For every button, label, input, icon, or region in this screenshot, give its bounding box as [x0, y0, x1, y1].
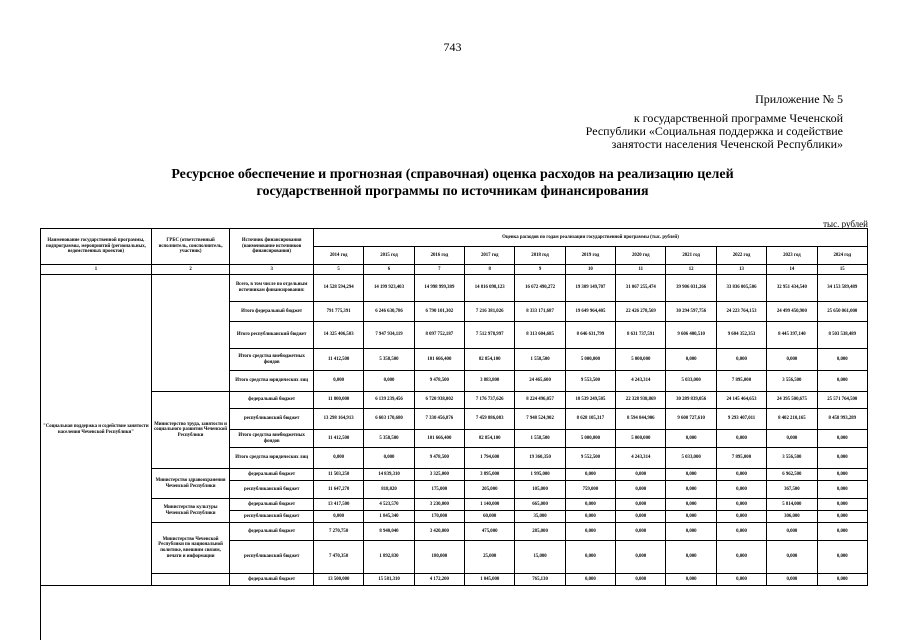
appendix-line-1: к государственной программе Чеченской — [633, 111, 843, 125]
value-cell: 0,000 — [817, 448, 867, 469]
value-cell: 1 995,000 — [515, 469, 565, 481]
header-year: 2014 год — [313, 247, 363, 265]
value-cell: 33 836 005,506 — [716, 275, 766, 302]
column-number: 15 — [817, 265, 867, 275]
value-cell: 3 420,000 — [414, 523, 464, 541]
appendix-line-3: занятости населения Чеченской Республики» — [611, 137, 843, 151]
value-cell: 39 906 031,266 — [666, 275, 716, 302]
value-cell: 0,000 — [716, 430, 766, 448]
value-cell: 0,000 — [817, 469, 867, 481]
value-cell: 0,000 — [716, 469, 766, 481]
value-cell: 31 067 255,474 — [616, 275, 666, 302]
source-cell: республиканский бюджет — [230, 511, 314, 523]
value-cell: 11 800,000 — [313, 392, 363, 409]
value-cell: 9 553,500 — [565, 371, 615, 392]
column-number: 10 — [565, 265, 615, 275]
source-cell: Итого средства внебюджетных фондов — [230, 430, 314, 448]
value-cell: 101 666,400 — [414, 430, 464, 448]
units-label: тыс. рублей — [823, 219, 868, 229]
value-cell: 11 412,500 — [313, 349, 363, 371]
value-cell: 0,000 — [716, 481, 766, 499]
value-cell: 9 600 727,610 — [666, 409, 716, 430]
value-cell: 0,000 — [565, 574, 615, 586]
value-cell: 7 216 381,026 — [465, 302, 515, 322]
value-cell: 0,000 — [565, 499, 615, 511]
value-cell: 0,000 — [616, 499, 666, 511]
source-cell: Всего, в том числе по отдельным источникам финансирования: — [230, 275, 314, 302]
value-cell: 0,000 — [666, 541, 716, 574]
appendix-title: Приложение № 5 — [755, 92, 843, 106]
value-cell: 0,000 — [313, 371, 363, 392]
value-cell: 14 199 923,403 — [364, 275, 414, 302]
source-cell: республиканский бюджет — [230, 481, 314, 499]
value-cell: 5 033,000 — [666, 448, 716, 469]
value-cell: 0,000 — [716, 574, 766, 586]
column-number: 7 — [414, 265, 464, 275]
header-year: 2021 год — [666, 247, 716, 265]
value-cell: 0,000 — [616, 574, 666, 586]
value-cell: 14 816 098,123 — [465, 275, 515, 302]
value-cell: 14 839,310 — [364, 469, 414, 481]
column-number: 1 — [41, 265, 152, 275]
value-cell: 8 333 171,687 — [515, 302, 565, 322]
source-cell: республиканский бюджет — [230, 409, 314, 430]
column-number: 5 — [313, 265, 363, 275]
value-cell: 0,000 — [767, 349, 817, 371]
value-cell: 0,000 — [767, 541, 817, 574]
source-cell: Итого федеральный бюджет — [230, 302, 314, 322]
value-cell: 15 581,310 — [364, 574, 414, 586]
value-cell: 1 794,600 — [465, 448, 515, 469]
source-cell: федеральный бюджет — [230, 469, 314, 481]
value-cell: 0,000 — [817, 481, 867, 499]
value-cell: 0,000 — [817, 499, 867, 511]
value-cell: 5 814,000 — [767, 499, 817, 511]
value-cell: 24 465,600 — [515, 371, 565, 392]
value-cell: 7 895,000 — [716, 448, 766, 469]
value-cell: 9 604 352,353 — [716, 322, 766, 349]
value-cell: 0,000 — [767, 430, 817, 448]
header-year: 2024 год — [817, 247, 867, 265]
document-heading — [0, 166, 905, 200]
table-row — [41, 499, 868, 511]
source-cell: федеральный бюджет — [230, 499, 314, 511]
value-cell: 0,000 — [364, 448, 414, 469]
value-cell: 24 395 500,675 — [767, 392, 817, 409]
value-cell: 0,000 — [817, 523, 867, 541]
table-row — [41, 275, 868, 302]
value-cell: 4 243,314 — [616, 448, 666, 469]
table-row — [41, 523, 868, 541]
appendix-block — [586, 93, 843, 151]
value-cell: 0,000 — [817, 371, 867, 392]
value-cell: 0,000 — [817, 541, 867, 574]
value-cell: 0,000 — [364, 371, 414, 392]
value-cell: 0,000 — [616, 541, 666, 574]
value-cell: 0,000 — [767, 574, 817, 586]
column-number: 8 — [465, 265, 515, 275]
value-cell: 22 426 278,569 — [616, 302, 666, 322]
value-cell: 7 176 737,626 — [465, 392, 515, 409]
header-row-1 — [41, 229, 868, 247]
header-program: Наименование государственной программы, подпрограммы, мероприятий (региональных, ведомственных проектов) — [41, 229, 152, 265]
value-cell: 30 294 597,756 — [666, 302, 716, 322]
value-cell: 0,000 — [565, 511, 615, 523]
value-cell: 5 033,000 — [666, 371, 716, 392]
value-cell: 3 230,000 — [414, 499, 464, 511]
source-cell: Итого средства юридических лиц — [230, 448, 314, 469]
value-cell: 7 512 978,997 — [465, 322, 515, 349]
header-year: 2018 год — [515, 247, 565, 265]
table-row — [41, 392, 868, 409]
column-number: 13 — [716, 265, 766, 275]
value-cell: 7 330 456,876 — [414, 409, 464, 430]
table-row — [41, 469, 868, 481]
value-cell: 3 556,500 — [767, 448, 817, 469]
value-cell: 306,000 — [767, 511, 817, 523]
value-cell: 6 246 630,786 — [364, 302, 414, 322]
value-cell: 1 045,000 — [465, 574, 515, 586]
value-cell: 8 402 210,165 — [767, 409, 817, 430]
value-cell: 170,000 — [414, 511, 464, 523]
value-cell: 4 243,314 — [616, 371, 666, 392]
value-cell: 5 000,000 — [565, 349, 615, 371]
header-grbs: ГРБС (ответственный исполнитель, соисполнитель, участник) — [151, 229, 230, 265]
value-cell: 10 539 249,505 — [565, 392, 615, 409]
value-cell: 1 558,500 — [515, 349, 565, 371]
value-cell: 0,000 — [817, 511, 867, 523]
value-cell: 665,000 — [515, 499, 565, 511]
value-cell: 5 000,000 — [565, 430, 615, 448]
grbs-cell: Министерство здравоохранения Чеченской Республики — [151, 469, 230, 499]
heading-line-1: Ресурсное обеспечение и прогнозная (справочная) оценка расходов на реализацию целей — [171, 167, 734, 182]
value-cell: 11 647,270 — [313, 481, 363, 499]
value-cell: 0,000 — [666, 481, 716, 499]
value-cell: 0,000 — [616, 511, 666, 523]
header-year: 2023 год — [767, 247, 817, 265]
header-year: 2022 год — [716, 247, 766, 265]
page-edge-line — [40, 586, 41, 640]
value-cell: 6 790 101,302 — [414, 302, 464, 322]
value-cell: 0,000 — [313, 448, 363, 469]
value-cell: 818,020 — [364, 481, 414, 499]
value-cell: 101 666,400 — [414, 349, 464, 371]
value-cell: 7 459 886,083 — [465, 409, 515, 430]
column-number: 14 — [767, 265, 817, 275]
heading-line-2: государственной программы по источникам финансирования — [256, 184, 649, 199]
value-cell: 0,000 — [666, 349, 716, 371]
value-cell: 15,000 — [515, 541, 565, 574]
value-cell: 9 606 400,510 — [666, 322, 716, 349]
value-cell: 19 360,350 — [515, 448, 565, 469]
header-year: 2016 год — [414, 247, 464, 265]
value-cell: 8 097 752,187 — [414, 322, 464, 349]
value-cell: 82 854,100 — [465, 349, 515, 371]
value-cell: 24 499 450,900 — [767, 302, 817, 322]
value-cell: 1 845,340 — [364, 511, 414, 523]
value-cell: 0,000 — [616, 469, 666, 481]
value-cell: 765,130 — [515, 574, 565, 586]
source-cell: Итого республиканский бюджет — [230, 322, 314, 349]
value-cell: 105,000 — [515, 481, 565, 499]
value-cell: 7 895,000 — [716, 371, 766, 392]
value-cell: 14 528 594,294 — [313, 275, 363, 302]
program-name-cell: "Социальная поддержка и содействие занятости населения Чеченской Республики" — [41, 275, 152, 586]
value-cell: 759,000 — [565, 481, 615, 499]
value-cell: 0,000 — [817, 349, 867, 371]
value-cell: 16 672 490,272 — [515, 275, 565, 302]
value-cell: 34 153 589,489 — [817, 275, 867, 302]
value-cell: 8 503 538,489 — [817, 322, 867, 349]
value-cell: 0,000 — [666, 469, 716, 481]
value-cell: 30 289 839,056 — [666, 392, 716, 409]
value-cell: 475,000 — [465, 523, 515, 541]
value-cell: 0,000 — [565, 469, 615, 481]
value-cell: 7 470,350 — [313, 541, 363, 574]
value-cell: 24 145 464,653 — [716, 392, 766, 409]
value-cell: 1 892,830 — [364, 541, 414, 574]
value-cell: 19 649 964,405 — [565, 302, 615, 322]
value-cell: 7 270,750 — [313, 523, 363, 541]
value-cell: 14 325 406,503 — [313, 322, 363, 349]
value-cell: 9 293 407,011 — [716, 409, 766, 430]
column-number: 3 — [230, 265, 314, 275]
column-number: 9 — [515, 265, 565, 275]
value-cell: 8 646 631,799 — [565, 322, 615, 349]
value-cell: 175,000 — [414, 481, 464, 499]
value-cell: 8 940,040 — [364, 523, 414, 541]
appendix-line-2: Республики «Социальная поддержка и содействие — [585, 124, 843, 138]
value-cell: 13 417,500 — [313, 499, 363, 511]
value-cell: 0,000 — [666, 574, 716, 586]
header-source: Источник финансирования (наименование источников финансирования) — [230, 229, 314, 265]
table-row — [41, 574, 868, 586]
value-cell: 0,000 — [716, 349, 766, 371]
value-cell: 0,000 — [716, 523, 766, 541]
value-cell: 11 412,500 — [313, 430, 363, 448]
grbs-cell-empty — [151, 574, 230, 586]
value-cell: 0,000 — [716, 499, 766, 511]
value-cell: 0,000 — [565, 523, 615, 541]
column-number: 2 — [151, 265, 230, 275]
value-cell: 0,000 — [817, 430, 867, 448]
value-cell: 7 947 934,119 — [364, 322, 414, 349]
value-cell: 0,000 — [616, 523, 666, 541]
column-number: 11 — [616, 265, 666, 275]
value-cell: 0,000 — [767, 523, 817, 541]
value-cell: 5 358,500 — [364, 430, 414, 448]
value-cell: 3 556,500 — [767, 371, 817, 392]
value-cell: 8 631 737,591 — [616, 322, 666, 349]
value-cell: 180,000 — [414, 541, 464, 574]
value-cell: 367,500 — [767, 481, 817, 499]
source-cell: федеральный бюджет — [230, 392, 314, 409]
header-estimate-group: Оценка расходов по годам реализации государственной программы (тыс. рублей) — [313, 229, 867, 247]
value-cell: 791 775,391 — [313, 302, 363, 322]
value-cell: 3 883,800 — [465, 371, 515, 392]
value-cell: 25 650 061,000 — [817, 302, 867, 322]
value-cell: 0,000 — [716, 541, 766, 574]
value-cell: 22 328 938,869 — [616, 392, 666, 409]
value-cell: 25,000 — [465, 541, 515, 574]
grbs-cell: Министерство Чеченской Республики по национальной политике, внешним связям, печати и информации — [151, 523, 230, 574]
value-cell: 9 552,500 — [565, 448, 615, 469]
value-cell: 9 478,500 — [414, 371, 464, 392]
value-cell: 25 571 764,500 — [817, 392, 867, 409]
value-cell: 8 458 993,289 — [817, 409, 867, 430]
value-cell: 8 445 397,140 — [767, 322, 817, 349]
value-cell: 3 895,000 — [465, 469, 515, 481]
source-cell: федеральный бюджет — [230, 523, 314, 541]
grbs-cell: Министерство культуры Чеченской Республики — [151, 499, 230, 523]
value-cell: 32 951 434,540 — [767, 275, 817, 302]
column-number: 6 — [364, 265, 414, 275]
column-number: 12 — [666, 265, 716, 275]
header-year: 2020 год — [616, 247, 666, 265]
value-cell: 13 298 164,913 — [313, 409, 363, 430]
value-cell: 24 223 764,153 — [716, 302, 766, 322]
value-cell: 60,000 — [465, 511, 515, 523]
page-number: 743 — [443, 40, 462, 54]
value-cell: 7 948 524,902 — [515, 409, 565, 430]
value-cell: 8 628 105,317 — [565, 409, 615, 430]
value-cell: 5 000,000 — [616, 349, 666, 371]
value-cell: 6 962,500 — [767, 469, 817, 481]
value-cell: 19 309 149,707 — [565, 275, 615, 302]
value-cell: 82 854,100 — [465, 430, 515, 448]
value-cell: 13 500,000 — [313, 574, 363, 586]
header-year: 2019 год — [565, 247, 615, 265]
source-cell: Итого средства внебюджетных фондов — [230, 349, 314, 371]
value-cell: 8 594 844,906 — [616, 409, 666, 430]
value-cell: 0,000 — [616, 481, 666, 499]
grbs-cell-empty — [151, 275, 230, 392]
value-cell: 6 720 938,002 — [414, 392, 464, 409]
value-cell: 3 325,000 — [414, 469, 464, 481]
value-cell: 6 603 170,680 — [364, 409, 414, 430]
value-cell: 6 139 239,456 — [364, 392, 414, 409]
value-cell: 1 140,000 — [465, 499, 515, 511]
value-cell: 5 000,000 — [616, 430, 666, 448]
value-cell: 0,000 — [666, 430, 716, 448]
value-cell: 0,000 — [666, 511, 716, 523]
column-numbers-row — [41, 265, 868, 275]
value-cell: 205,000 — [465, 481, 515, 499]
source-cell: республиканский бюджет — [230, 541, 314, 574]
value-cell: 0,000 — [565, 541, 615, 574]
value-cell: 285,000 — [515, 523, 565, 541]
value-cell: 8 313 604,685 — [515, 322, 565, 349]
value-cell: 8 224 496,057 — [515, 392, 565, 409]
value-cell: 0,000 — [817, 574, 867, 586]
value-cell: 4 172,200 — [414, 574, 464, 586]
value-cell: 0,000 — [666, 523, 716, 541]
value-cell: 4 523,570 — [364, 499, 414, 511]
value-cell: 35,000 — [515, 511, 565, 523]
value-cell: 0,000 — [313, 511, 363, 523]
header-year: 2017 год — [465, 247, 515, 265]
value-cell: 9 478,500 — [414, 448, 464, 469]
source-cell: Итого средства юридических лиц — [230, 371, 314, 392]
value-cell: 0,000 — [666, 499, 716, 511]
source-cell: федеральный бюджет — [230, 574, 314, 586]
header-year: 2015 год — [364, 247, 414, 265]
value-cell: 5 358,500 — [364, 349, 414, 371]
grbs-cell: Министерство труда, занятости и социального развития Чеченской Республики — [151, 392, 230, 469]
value-cell: 11 503,250 — [313, 469, 363, 481]
financing-table — [40, 228, 868, 586]
value-cell: 1 558,500 — [515, 430, 565, 448]
value-cell: 14 998 999,389 — [414, 275, 464, 302]
value-cell: 0,000 — [716, 511, 766, 523]
